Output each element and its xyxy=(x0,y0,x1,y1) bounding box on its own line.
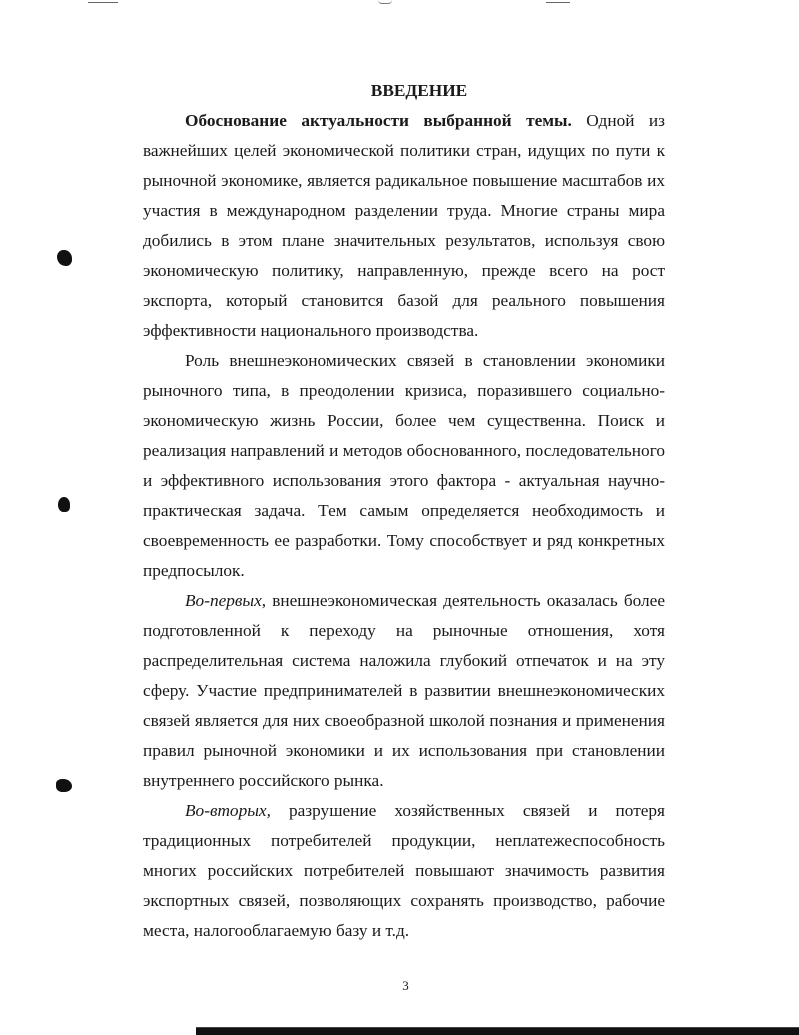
section-heading: ВВЕДЕНИЕ xyxy=(370,81,468,100)
paragraph-text: разрушение хозяйственных связей и потеря традиционных потребителей продукции, неплатежеспособность многих российских потребителей повышают значимость развития экспортных связей, позволяющих сохранять производство, рабочие места, налогооблагаемую базу и т.д. xyxy=(143,801,665,940)
paragraph-role xyxy=(143,346,665,586)
body-text xyxy=(143,76,665,946)
paragraph-relevance xyxy=(143,106,665,346)
paragraph-firstly xyxy=(143,586,665,796)
paragraph-text: , внешнеэкономическая деятельность оказалась более подготовленной к переходу на рыночные отношения, хотя распределительная система наложила глубокий отпечаток и на эту сферу. Участие предпринимателей в развитии внешнеэкономических связей является для них своеобразной школой познания и применения правил рыночной экономики и их использования при становлении внутреннего российского рынка. xyxy=(143,591,665,790)
binder-hole-mark-2 xyxy=(58,497,70,512)
binder-hole-mark-3 xyxy=(56,779,72,792)
paragraph-lead-bold: Обоснование актуальности выбранной темы. xyxy=(185,111,572,130)
paragraph-lead-italic: Во-вторых, xyxy=(185,801,271,820)
paragraph-secondly xyxy=(143,796,665,946)
binder-hole-mark-1 xyxy=(57,250,72,266)
scan-artifact-top-right xyxy=(546,2,570,3)
page-number: 3 xyxy=(402,978,409,993)
paragraph-text: Одной из важнейших целей экономической политики стран, идущих по пути к рыночной экономике, является радикальное повышение масштабов их участия в международном разделении труда. Многие страны мира добились в этом плане значительных результатов, используя свою экономическую политику, направленную, прежде всего на рост экспорта, который становится базой для реального повышения эффективности национального производства. xyxy=(143,111,665,340)
scan-artifact-top-left xyxy=(88,2,118,3)
paragraph-text: Роль внешнеэкономических связей в становлении экономики рыночного типа, в преодолении кризиса, поразившего социально-экономическую жизнь России, более чем существенна. Поиск и реализация направлений и методов обоснованного, последовательного и эффективного использования этого фактора - актуальная научно-практическая задача. Тем самым определяется необходимость и своевременность ее разработки. Тому способствует и ряд конкретных предпосылок. xyxy=(143,351,665,580)
paragraph-lead-italic: Во-первых xyxy=(185,591,262,610)
scan-artifact-top-center xyxy=(378,0,392,4)
